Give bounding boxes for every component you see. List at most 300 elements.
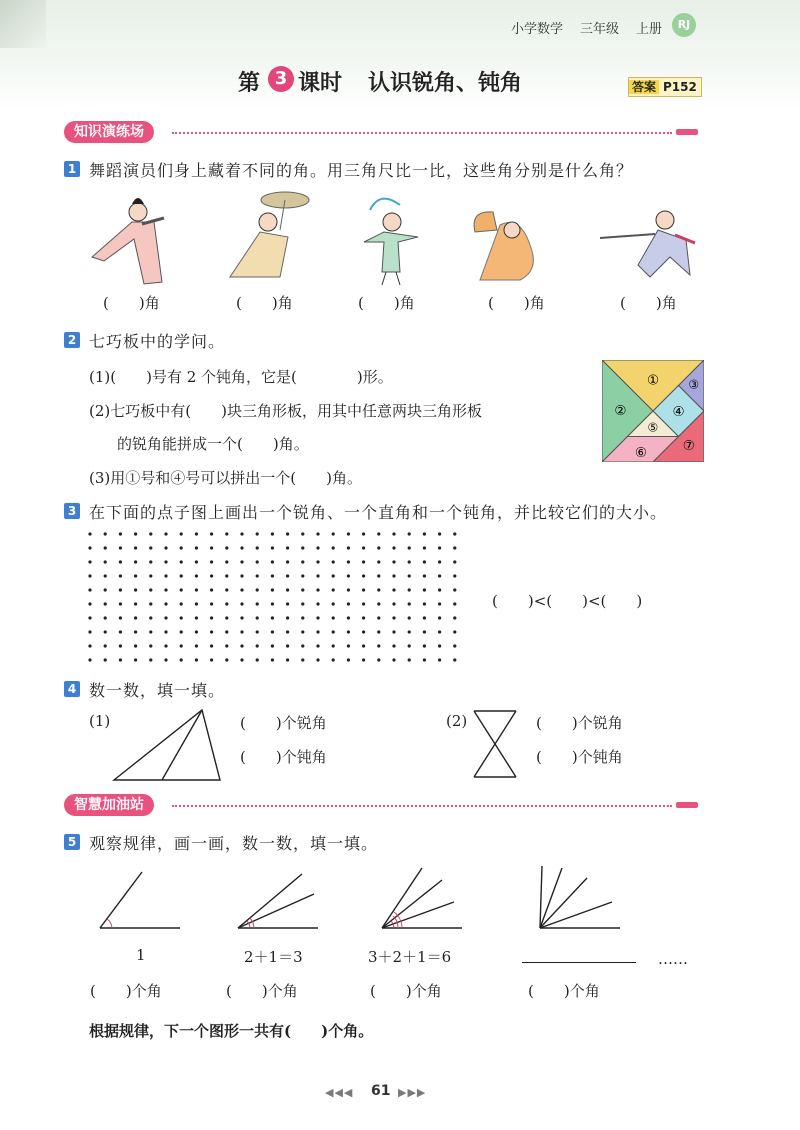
grid-dot[interactable] <box>104 532 107 535</box>
dot-grid[interactable] <box>84 528 464 668</box>
grid-dot[interactable] <box>104 602 107 605</box>
q2-number: 2 <box>64 332 80 348</box>
grid-dot[interactable] <box>438 546 441 549</box>
dancers-illustration <box>80 190 720 290</box>
section-divider <box>172 132 672 134</box>
grid-dot[interactable] <box>240 602 243 605</box>
grid-dot[interactable] <box>104 546 107 549</box>
grid-dot[interactable] <box>104 616 107 619</box>
grid-dot[interactable] <box>119 588 122 591</box>
grid-dot[interactable] <box>210 546 213 549</box>
grid-dot[interactable] <box>134 630 137 633</box>
grid-dot[interactable] <box>392 546 395 549</box>
grid-dot[interactable] <box>332 574 335 577</box>
grid-dot[interactable] <box>362 602 365 605</box>
grid-dot[interactable] <box>408 602 411 605</box>
grid-dot[interactable] <box>286 658 289 661</box>
grid-dot[interactable] <box>377 574 380 577</box>
q3-compare-blanks[interactable]: ( )<( )<( ) <box>492 592 643 610</box>
dancer-3-figure <box>364 199 418 285</box>
grid-dot[interactable] <box>453 630 456 633</box>
grid-dot[interactable] <box>377 602 380 605</box>
grid-dot[interactable] <box>225 644 228 647</box>
grid-dot[interactable] <box>149 574 152 577</box>
q1-blank-1[interactable]: ( )角 <box>103 294 160 312</box>
grid-dot[interactable] <box>210 574 213 577</box>
grid-dot[interactable] <box>362 658 365 661</box>
grid-dot[interactable] <box>225 532 228 535</box>
grid-dot[interactable] <box>408 658 411 661</box>
grid-dot[interactable] <box>225 588 228 591</box>
grid-dot[interactable] <box>301 658 304 661</box>
grid-dot[interactable] <box>134 574 137 577</box>
q5-text: 观察规律，画一画，数一数，填一填。 <box>89 834 379 853</box>
q4-1-acute-blank[interactable]: ( )个锐角 <box>240 714 327 732</box>
grid-dot[interactable] <box>119 630 122 633</box>
grid-dot[interactable] <box>377 588 380 591</box>
grid-dot[interactable] <box>453 602 456 605</box>
grid-dot[interactable] <box>347 574 350 577</box>
grid-dot[interactable] <box>180 602 183 605</box>
grid-dot[interactable] <box>377 546 380 549</box>
grid-dot[interactable] <box>286 560 289 563</box>
grid-dot[interactable] <box>210 532 213 535</box>
grid-dot[interactable] <box>119 532 122 535</box>
grid-dot[interactable] <box>362 546 365 549</box>
grid-dot[interactable] <box>271 602 274 605</box>
grid-dot[interactable] <box>240 630 243 633</box>
grid-dot[interactable] <box>301 602 304 605</box>
grid-dot[interactable] <box>119 560 122 563</box>
grid-dot[interactable] <box>408 532 411 535</box>
grid-dot[interactable] <box>332 644 335 647</box>
corner-shade <box>0 0 46 48</box>
grid-dot[interactable] <box>164 560 167 563</box>
grid-dot[interactable] <box>438 616 441 619</box>
grid-dot[interactable] <box>438 630 441 633</box>
grid-dot[interactable] <box>104 574 107 577</box>
q4-text: 数一数，填一填。 <box>89 681 226 700</box>
dancer-1-figure <box>92 198 164 284</box>
grid-dot[interactable] <box>423 644 426 647</box>
grid-dot[interactable] <box>225 560 228 563</box>
grid-dot[interactable] <box>164 644 167 647</box>
grid-dot[interactable] <box>134 658 137 661</box>
grid-dot[interactable] <box>149 644 152 647</box>
q1-blank-5[interactable]: ( )角 <box>620 294 677 312</box>
grid-dot[interactable] <box>164 588 167 591</box>
page-number: 61 <box>371 1083 391 1099</box>
grid-dot[interactable] <box>210 602 213 605</box>
grid-dot[interactable] <box>301 588 304 591</box>
grid-dot[interactable] <box>423 630 426 633</box>
grid-dot[interactable] <box>392 644 395 647</box>
grid-dot[interactable] <box>88 574 91 577</box>
grid-dot[interactable] <box>119 644 122 647</box>
grid-dot[interactable] <box>377 658 380 661</box>
grid-dot[interactable] <box>256 616 259 619</box>
grid-dot[interactable] <box>180 546 183 549</box>
grid-dot[interactable] <box>332 588 335 591</box>
grid-dot[interactable] <box>408 546 411 549</box>
grid-dot[interactable] <box>438 560 441 563</box>
grid-dot[interactable] <box>362 630 365 633</box>
grid-dot[interactable] <box>347 560 350 563</box>
grid-dot[interactable] <box>453 616 456 619</box>
grid-dot[interactable] <box>119 574 122 577</box>
grid-dot[interactable] <box>164 546 167 549</box>
grid-dot[interactable] <box>149 602 152 605</box>
grid-dot[interactable] <box>408 630 411 633</box>
grid-dot[interactable] <box>271 546 274 549</box>
grid-dot[interactable] <box>104 644 107 647</box>
grid-dot[interactable] <box>286 644 289 647</box>
grid-dot[interactable] <box>149 532 152 535</box>
grid-dot[interactable] <box>362 616 365 619</box>
grid-dot[interactable] <box>408 560 411 563</box>
grid-dot[interactable] <box>453 574 456 577</box>
grid-dot[interactable] <box>423 532 426 535</box>
grid-dot[interactable] <box>316 546 319 549</box>
grid-dot[interactable] <box>195 532 198 535</box>
q5-formula-2: 2＋1＝3 <box>244 948 303 966</box>
q5-conclusion[interactable]: 根据规律，下一个图形一共有( )个角。 <box>89 1022 374 1040</box>
grid-dot[interactable] <box>271 658 274 661</box>
grid-dot[interactable] <box>392 658 395 661</box>
grid-dot[interactable] <box>104 588 107 591</box>
answer-label: 答案 <box>629 80 659 94</box>
grid-dot[interactable] <box>134 644 137 647</box>
grid-dot[interactable] <box>362 532 365 535</box>
answer-reference[interactable] <box>628 77 702 97</box>
grid-dot[interactable] <box>119 546 122 549</box>
grid-dot[interactable] <box>149 658 152 661</box>
grid-dot[interactable] <box>453 560 456 563</box>
grid-dot[interactable] <box>408 588 411 591</box>
title-suffix: 课时 <box>298 71 343 96</box>
q4-1-obtuse-blank[interactable]: ( )个钝角 <box>240 748 327 766</box>
grid-dot[interactable] <box>180 588 183 591</box>
grid-dot[interactable] <box>377 644 380 647</box>
q2-line-3[interactable]: 的锐角能拼成一个( )角。 <box>117 435 309 453</box>
grid-dot[interactable] <box>164 574 167 577</box>
grid-dot[interactable] <box>240 560 243 563</box>
grid-dot[interactable] <box>149 616 152 619</box>
grid-dot[interactable] <box>453 644 456 647</box>
grid-dot[interactable] <box>438 532 441 535</box>
grid-dot[interactable] <box>301 574 304 577</box>
grid-dot[interactable] <box>347 532 350 535</box>
grid-dot[interactable] <box>88 658 91 661</box>
grid-dot[interactable] <box>408 644 411 647</box>
pattern-figure-4 <box>540 866 620 928</box>
grid-dot[interactable] <box>195 560 198 563</box>
q2-line-4[interactable]: (3)用①号和④号可以拼出一个( )角。 <box>89 469 362 487</box>
grid-dot[interactable] <box>164 616 167 619</box>
grid-dot[interactable] <box>392 532 395 535</box>
grid-dot[interactable] <box>88 644 91 647</box>
grid-dot[interactable] <box>240 616 243 619</box>
grid-dot[interactable] <box>286 532 289 535</box>
grid-dot[interactable] <box>164 658 167 661</box>
grid-dot[interactable] <box>256 546 259 549</box>
q2-text: 七巧板中的学问。 <box>89 332 226 351</box>
grid-dot[interactable] <box>256 560 259 563</box>
grid-dot[interactable] <box>392 630 395 633</box>
grid-dot[interactable] <box>256 602 259 605</box>
grid-dot[interactable] <box>225 630 228 633</box>
grid-dot[interactable] <box>256 658 259 661</box>
grid-dot[interactable] <box>301 644 304 647</box>
q5-ellipsis: …… <box>658 950 688 968</box>
grid-dot[interactable] <box>88 588 91 591</box>
grid-dot[interactable] <box>423 602 426 605</box>
q2-line-2[interactable]: (2)七巧板中有( )块三角形板，用其中任意两块三角形板 <box>89 402 482 420</box>
grid-dot[interactable] <box>256 532 259 535</box>
grid-dot[interactable] <box>392 574 395 577</box>
grid-dot[interactable] <box>180 532 183 535</box>
grid-dot[interactable] <box>195 588 198 591</box>
grid-dot[interactable] <box>408 616 411 619</box>
grid-dot[interactable] <box>210 560 213 563</box>
grid-dot[interactable] <box>256 630 259 633</box>
grid-dot[interactable] <box>301 532 304 535</box>
grid-dot[interactable] <box>377 616 380 619</box>
grid-dot[interactable] <box>316 532 319 535</box>
grid-dot[interactable] <box>240 574 243 577</box>
q5-blank-1[interactable]: ( )个角 <box>90 982 162 1000</box>
tangram-label-4: ④ <box>672 405 685 421</box>
title-topic: 认识锐角、钝角 <box>368 71 523 96</box>
tangram-label-1: ① <box>647 373 659 389</box>
grid-dot[interactable] <box>271 574 274 577</box>
grid-dot[interactable] <box>225 546 228 549</box>
grid-dot[interactable] <box>316 644 319 647</box>
grid-dot[interactable] <box>347 658 350 661</box>
grid-dot[interactable] <box>104 630 107 633</box>
grid-dot[interactable] <box>332 602 335 605</box>
grid-dot[interactable] <box>210 644 213 647</box>
tangram-label-3: ③ <box>688 377 700 392</box>
grid-dot[interactable] <box>225 602 228 605</box>
grid-dot[interactable] <box>210 616 213 619</box>
grid-dot[interactable] <box>332 658 335 661</box>
grid-dot[interactable] <box>362 574 365 577</box>
grid-dot[interactable] <box>134 588 137 591</box>
answer-page: P152 <box>663 80 697 94</box>
q5-formula-answer-line[interactable] <box>522 962 636 963</box>
grid-dot[interactable] <box>256 588 259 591</box>
grid-dot[interactable] <box>225 658 228 661</box>
grid-dot[interactable] <box>347 630 350 633</box>
grid-dot[interactable] <box>438 588 441 591</box>
grid-dot[interactable] <box>149 546 152 549</box>
grid-dot[interactable] <box>149 588 152 591</box>
grid-dot[interactable] <box>392 616 395 619</box>
grid-dot[interactable] <box>332 546 335 549</box>
grid-dot[interactable] <box>286 630 289 633</box>
grid-dot[interactable] <box>88 546 91 549</box>
grid-dot[interactable] <box>347 588 350 591</box>
grid-dot[interactable] <box>453 546 456 549</box>
grid-dot[interactable] <box>271 630 274 633</box>
grid-dot[interactable] <box>316 574 319 577</box>
grid-dot[interactable] <box>195 630 198 633</box>
grid-dot[interactable] <box>88 560 91 563</box>
q5-blank-4[interactable]: ( )个角 <box>528 982 600 1000</box>
grid-dot[interactable] <box>240 546 243 549</box>
grid-dot[interactable] <box>316 630 319 633</box>
q1-blank-2[interactable]: ( )角 <box>236 294 293 312</box>
grid-dot[interactable] <box>134 616 137 619</box>
grid-dot[interactable] <box>438 658 441 661</box>
grid-dot[interactable] <box>88 602 91 605</box>
grid-dot[interactable] <box>316 560 319 563</box>
grid-dot[interactable] <box>119 658 122 661</box>
q5-blank-3[interactable]: ( )个角 <box>370 982 442 1000</box>
grid-dot[interactable] <box>149 560 152 563</box>
section-divider <box>172 805 672 807</box>
grid-dot[interactable] <box>423 616 426 619</box>
q4-number: 4 <box>64 681 80 697</box>
grid-dot[interactable] <box>240 644 243 647</box>
grid-dot[interactable] <box>119 616 122 619</box>
grid-dot[interactable] <box>88 532 91 535</box>
grid-dot[interactable] <box>88 616 91 619</box>
grid-dot[interactable] <box>180 574 183 577</box>
grid-dot[interactable] <box>392 560 395 563</box>
grid-dot[interactable] <box>286 588 289 591</box>
grid-dot[interactable] <box>362 644 365 647</box>
grid-dot[interactable] <box>180 616 183 619</box>
header-subject: 小学数学 <box>511 22 564 37</box>
grid-dot[interactable] <box>347 616 350 619</box>
grid-dot[interactable] <box>210 630 213 633</box>
grid-dot[interactable] <box>316 616 319 619</box>
grid-dot[interactable] <box>134 546 137 549</box>
grid-dot[interactable] <box>423 546 426 549</box>
q4-2-obtuse-blank[interactable]: ( )个钝角 <box>536 748 623 766</box>
grid-dot[interactable] <box>438 602 441 605</box>
grid-dot[interactable] <box>119 602 122 605</box>
grid-dot[interactable] <box>210 658 213 661</box>
tangram-label-7: ⑦ <box>682 438 695 454</box>
grid-dot[interactable] <box>453 658 456 661</box>
grid-dot[interactable] <box>332 616 335 619</box>
grid-dot[interactable] <box>134 602 137 605</box>
grid-dot[interactable] <box>286 546 289 549</box>
grid-dot[interactable] <box>316 588 319 591</box>
grid-dot[interactable] <box>438 574 441 577</box>
grid-dot[interactable] <box>362 560 365 563</box>
grid-dot[interactable] <box>88 630 91 633</box>
grid-dot[interactable] <box>164 602 167 605</box>
q1-blank-4[interactable]: ( )角 <box>488 294 545 312</box>
grid-dot[interactable] <box>104 560 107 563</box>
grid-dot[interactable] <box>301 630 304 633</box>
grid-dot[interactable] <box>134 532 137 535</box>
grid-dot[interactable] <box>271 532 274 535</box>
grid-dot[interactable] <box>180 644 183 647</box>
grid-dot[interactable] <box>195 602 198 605</box>
grid-dot[interactable] <box>271 644 274 647</box>
grid-dot[interactable] <box>377 630 380 633</box>
grid-dot[interactable] <box>271 616 274 619</box>
grid-dot[interactable] <box>164 630 167 633</box>
grid-dot[interactable] <box>347 602 350 605</box>
grid-dot[interactable] <box>316 658 319 661</box>
grid-dot[interactable] <box>180 630 183 633</box>
grid-dot[interactable] <box>453 532 456 535</box>
grid-dot[interactable] <box>332 532 335 535</box>
grid-dot[interactable] <box>180 658 183 661</box>
grid-dot[interactable] <box>225 574 228 577</box>
grid-dot[interactable] <box>377 532 380 535</box>
grid-dot[interactable] <box>240 588 243 591</box>
grid-dot[interactable] <box>256 574 259 577</box>
grid-dot[interactable] <box>180 560 183 563</box>
grid-dot[interactable] <box>240 532 243 535</box>
grid-dot[interactable] <box>438 644 441 647</box>
grid-dot[interactable] <box>453 588 456 591</box>
grid-dot[interactable] <box>195 644 198 647</box>
grid-dot[interactable] <box>408 574 411 577</box>
grid-dot[interactable] <box>286 602 289 605</box>
grid-dot[interactable] <box>392 602 395 605</box>
q2-line-1[interactable]: (1)( )号有 2 个钝角，它是( )形。 <box>89 368 393 386</box>
grid-dot[interactable] <box>271 560 274 563</box>
grid-dot[interactable] <box>271 588 274 591</box>
grid-dot[interactable] <box>195 546 198 549</box>
grid-dot[interactable] <box>301 546 304 549</box>
grid-dot[interactable] <box>195 616 198 619</box>
grid-dot[interactable] <box>362 588 365 591</box>
grid-dot[interactable] <box>347 644 350 647</box>
q1-blank-3[interactable]: ( )角 <box>358 294 415 312</box>
grid-dot[interactable] <box>423 560 426 563</box>
grid-dot[interactable] <box>423 574 426 577</box>
grid-dot[interactable] <box>301 616 304 619</box>
grid-dot[interactable] <box>286 616 289 619</box>
grid-dot[interactable] <box>301 560 304 563</box>
grid-dot[interactable] <box>392 588 395 591</box>
grid-dot[interactable] <box>195 658 198 661</box>
grid-dot[interactable] <box>347 546 350 549</box>
grid-dot[interactable] <box>423 588 426 591</box>
grid-dot[interactable] <box>256 644 259 647</box>
grid-dot[interactable] <box>225 616 228 619</box>
edition-badge: RJ <box>672 13 696 37</box>
grid-dot[interactable] <box>332 630 335 633</box>
dancer-5-figure <box>600 211 695 277</box>
q4-2-acute-blank[interactable]: ( )个锐角 <box>536 714 623 732</box>
grid-dot[interactable] <box>149 630 152 633</box>
grid-dot[interactable] <box>316 602 319 605</box>
grid-dot[interactable] <box>240 658 243 661</box>
grid-dot[interactable] <box>134 560 137 563</box>
grid-dot[interactable] <box>164 532 167 535</box>
grid-dot[interactable] <box>104 658 107 661</box>
section-practice: 知识演练场 <box>64 121 154 143</box>
grid-dot[interactable] <box>423 658 426 661</box>
grid-dot[interactable] <box>195 574 198 577</box>
q5-blank-2[interactable]: ( )个角 <box>226 982 298 1000</box>
grid-dot[interactable] <box>286 574 289 577</box>
grid-dot[interactable] <box>210 588 213 591</box>
page-next-arrows: ▶▶▶ <box>398 1086 427 1099</box>
grid-dot[interactable] <box>377 560 380 563</box>
grid-dot[interactable] <box>332 560 335 563</box>
